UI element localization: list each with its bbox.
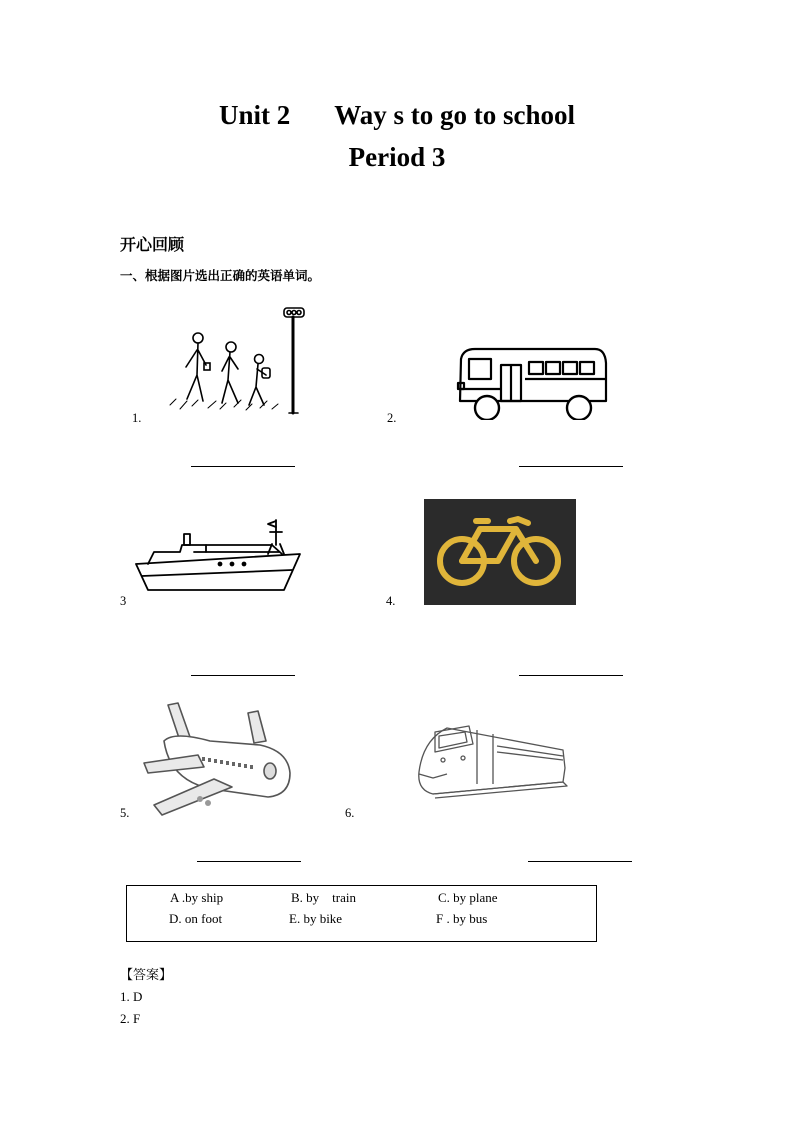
- option-a: A .by ship: [170, 890, 224, 905]
- answer-blank-2[interactable]: [519, 466, 623, 467]
- page-title: [0, 100, 794, 131]
- answer-1: 1. D: [120, 989, 143, 1004]
- answer-blank-1[interactable]: [191, 466, 295, 467]
- period-title: Period 3: [348, 142, 446, 172]
- item-6-number: 6.: [345, 806, 355, 820]
- item-4-number: 4.: [386, 594, 396, 608]
- item-3-number: 3: [120, 594, 127, 608]
- instruction: 一、根据图片选出正确的英语单词。: [120, 268, 321, 283]
- options-box: [126, 885, 597, 942]
- item-1-number: 1.: [132, 411, 142, 425]
- answer-heading: 【答案】: [120, 968, 173, 983]
- answer-2: 2. F: [120, 1011, 141, 1026]
- answer-blank-4[interactable]: [519, 675, 623, 676]
- walking-people-icon: [150, 305, 310, 420]
- unit-label: Unit 2: [218, 100, 291, 130]
- option-d: D. on foot: [169, 911, 223, 926]
- train-icon: [413, 720, 573, 798]
- option-f: F . by bus: [436, 911, 488, 926]
- option-b: B. by train: [291, 890, 356, 905]
- option-c: C. by plane: [438, 890, 498, 905]
- airplane-icon: [140, 701, 295, 819]
- ship-icon: [134, 518, 304, 596]
- bus-icon: [455, 345, 610, 425]
- answer-blank-3[interactable]: [191, 675, 295, 676]
- item-5-number: 5.: [120, 806, 130, 820]
- item-2-number: 2.: [387, 411, 397, 425]
- unit-topic: Way s to go to school: [334, 100, 576, 130]
- option-e: E. by bike: [289, 911, 343, 926]
- answer-blank-6[interactable]: [528, 861, 632, 862]
- section-title: 开心回顾: [120, 235, 185, 254]
- bicycle-icon: [424, 499, 576, 605]
- answer-blank-5[interactable]: [197, 861, 301, 862]
